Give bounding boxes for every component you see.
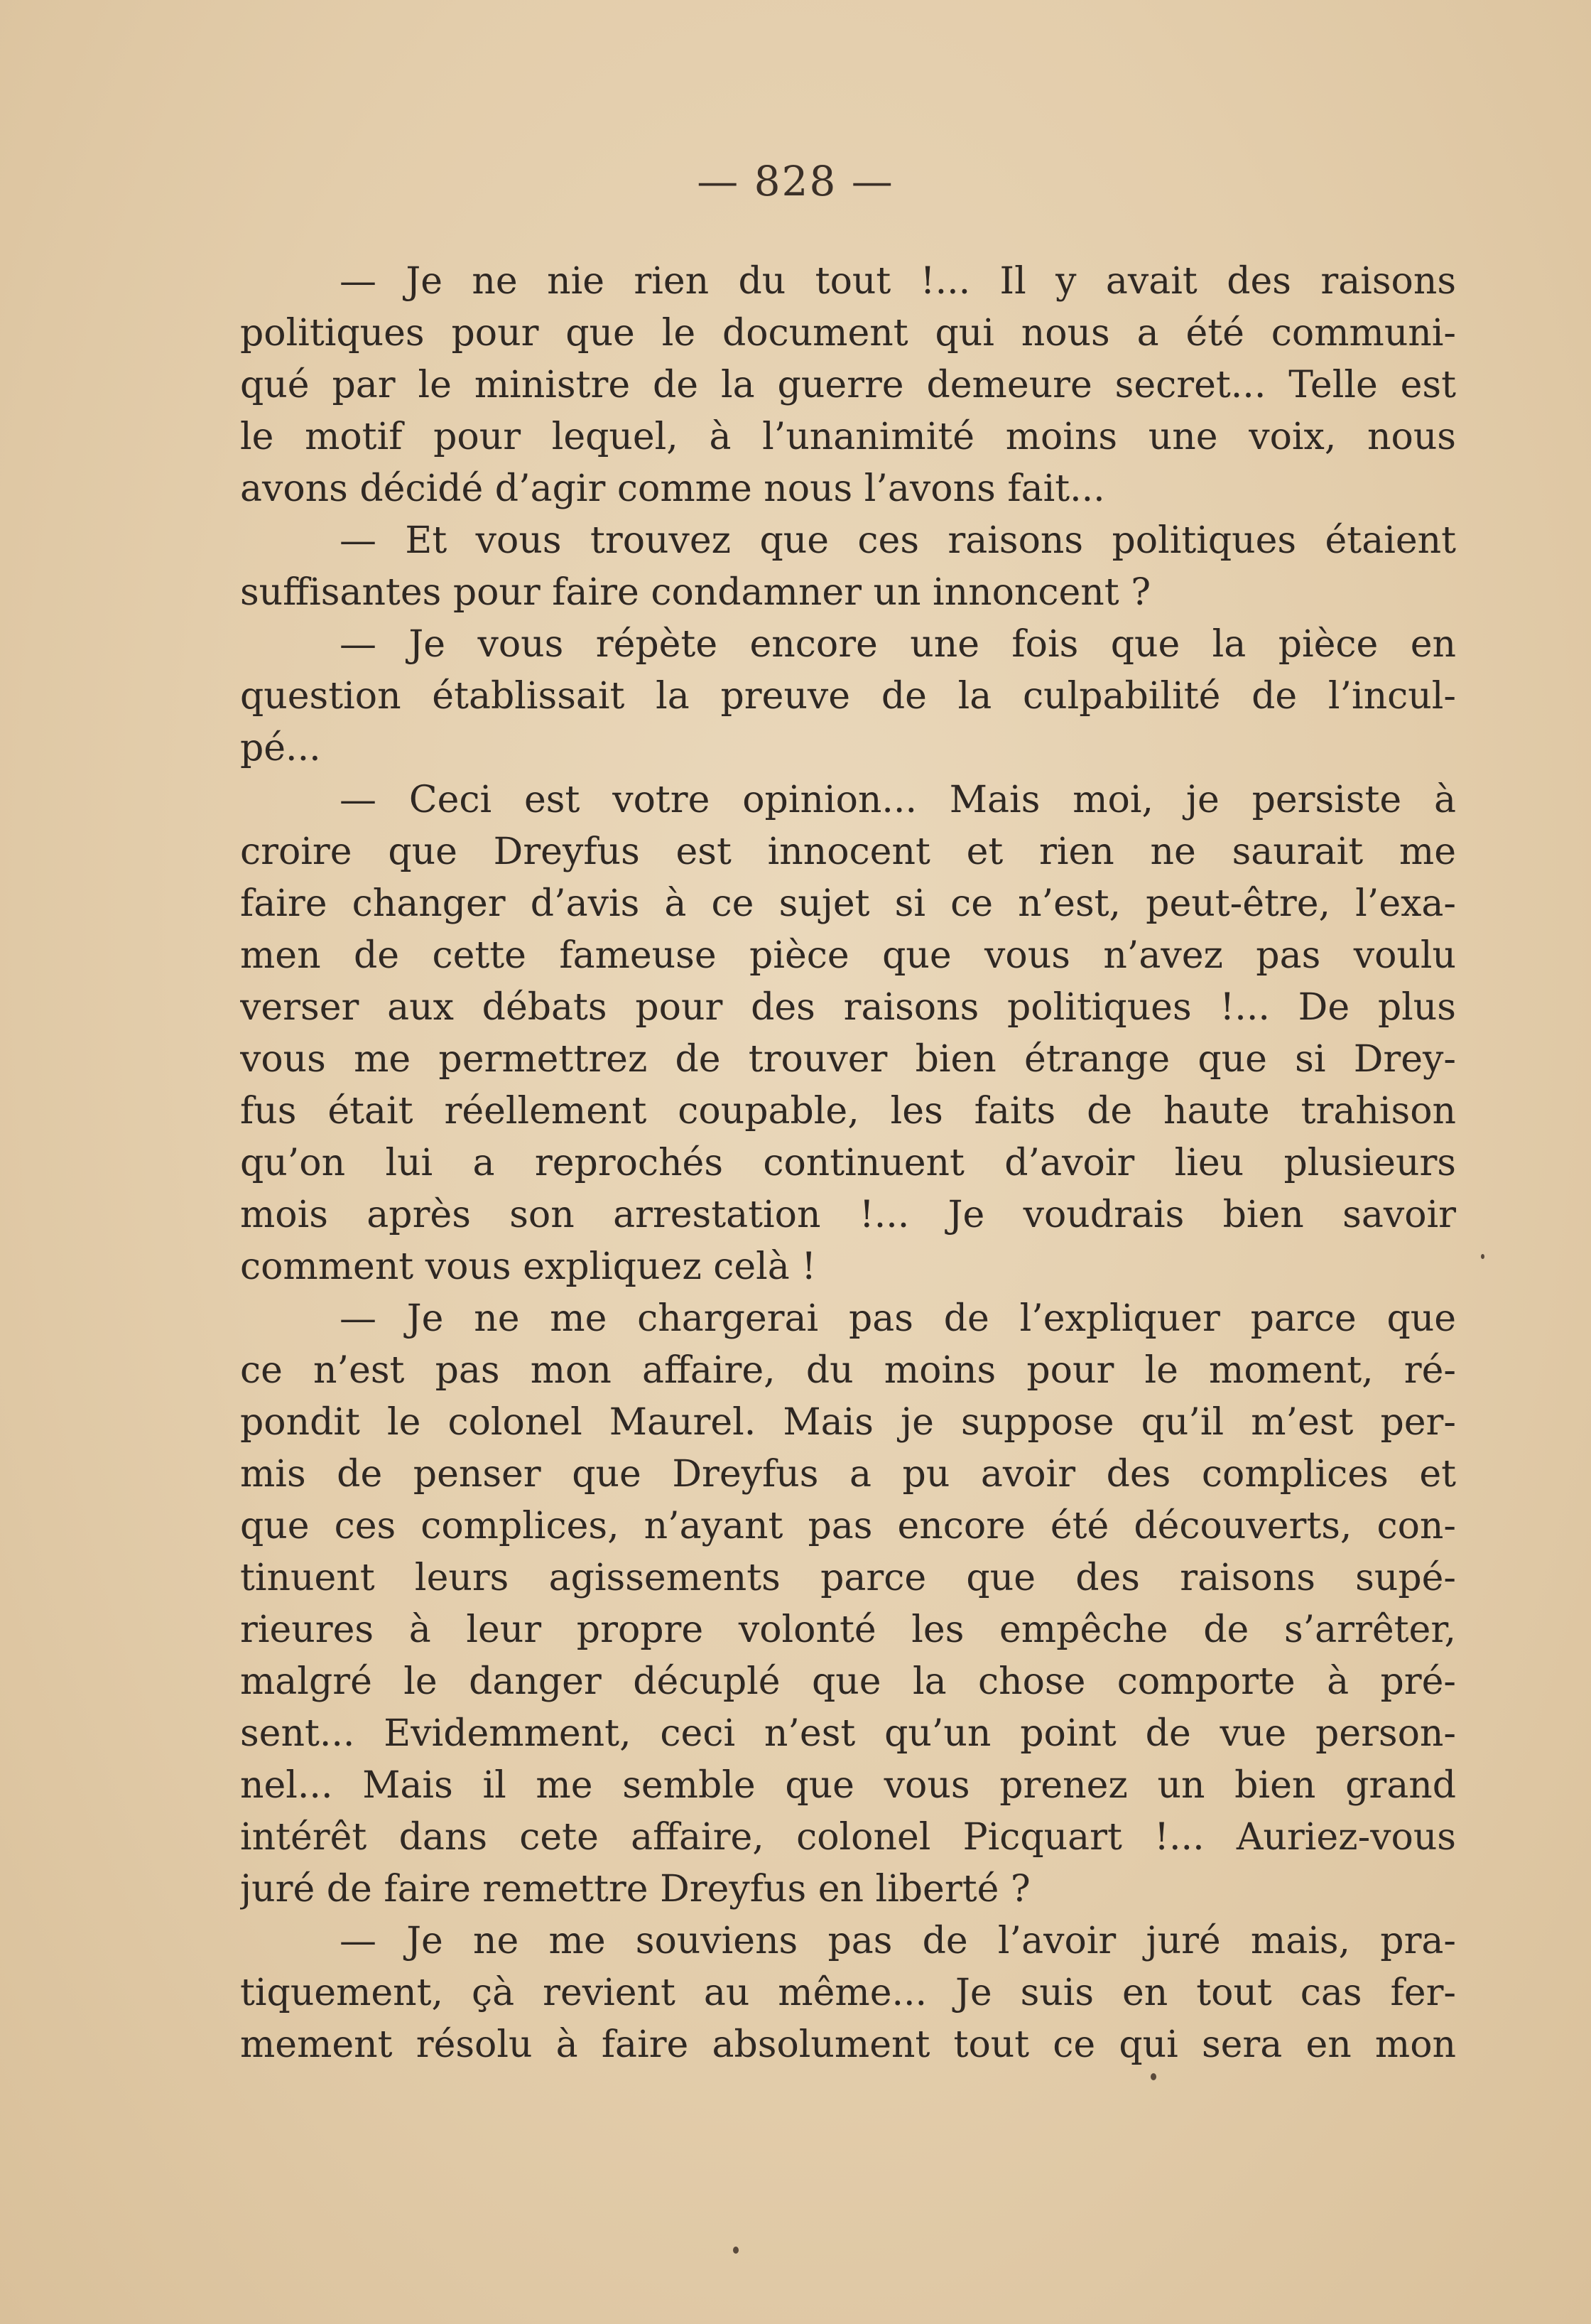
text-line: tinuent leurs agissements parce que des raisons supé-	[240, 1557, 1456, 1599]
text-line: malgré le danger décuplé que la chose comporte à pré-	[240, 1660, 1456, 1703]
text-line: tiquement, çà revient au même... Je suis en tout cas fer-	[240, 1972, 1456, 2014]
text-line: juré de faire remettre Dreyfus en liberté ?	[240, 1868, 1031, 1910]
body-text	[240, 256, 1456, 2071]
text-line: sent... Evidemment, ceci n’est qu’un point de vue person-	[240, 1712, 1456, 1755]
text-line: qu’on lui a reprochés continuent d’avoir lieu plusieurs	[240, 1142, 1456, 1184]
paper-speck	[1481, 1254, 1484, 1259]
text-line: avons décidé d’agir comme nous l’avons fait...	[240, 467, 1105, 510]
text-line: politiques pour que le document qui nous a été communi-	[240, 312, 1456, 355]
text-line: men de cette fameuse pièce que vous n’avez pas voulu	[240, 934, 1456, 977]
text-line: rieures à leur propre volonté les empêche de s’arrêter,	[240, 1609, 1456, 1651]
text-line: — Je vous répète encore une fois que la pièce en	[340, 623, 1456, 666]
text-line: croire que Dreyfus est innocent et rien ne saurait me	[240, 831, 1456, 873]
text-line: — Je ne me chargerai pas de l’expliquer parce que	[340, 1297, 1456, 1340]
text-line: — Ceci est votre opinion... Mais moi, je persiste à	[340, 779, 1456, 821]
text-line: — Je ne me souviens pas de l’avoir juré mais, pra-	[340, 1920, 1456, 1962]
text-line: nel... Mais il me semble que vous prenez un bien grand	[240, 1764, 1456, 1807]
text-line: que ces complices, n’ayant pas encore été découverts, con-	[240, 1505, 1456, 1547]
text-line: qué par le ministre de la guerre demeure secret... Telle est	[240, 364, 1456, 406]
text-line: ce n’est pas mon affaire, du moins pour le moment, ré-	[240, 1349, 1456, 1392]
text-line: — Et vous trouvez que ces raisons politiques étaient	[340, 519, 1456, 562]
paper-speck	[1151, 2073, 1156, 2080]
text-line: pé...	[240, 727, 321, 769]
text-line: question établissait la preuve de la culpabilité de l’incul-	[240, 675, 1456, 718]
text-line: mis de penser que Dreyfus a pu avoir des complices et	[240, 1453, 1456, 1496]
text-line: — Je ne nie rien du tout !... Il y avait des raisons	[340, 260, 1456, 303]
text-line: verser aux débats pour des raisons politiques !... De plus	[240, 986, 1456, 1029]
text-line: mement résolu à faire absolument tout ce qui sera en mon	[240, 2023, 1456, 2066]
text-line: faire changer d’avis à ce sujet si ce n’est, peut-être, l’exa-	[240, 882, 1456, 925]
text-line: le motif pour lequel, à l’unanimité moins une voix, nous	[240, 416, 1456, 458]
text-line: fus était réellement coupable, les faits de haute trahison	[240, 1090, 1456, 1133]
text-line: suffisantes pour faire condamner un innoncent ?	[240, 571, 1151, 614]
page-number: — 828 —	[697, 157, 894, 205]
text-line: mois après son arrestation !... Je voudrais bien savoir	[240, 1194, 1456, 1236]
text-line: vous me permettrez de trouver bien étrange que si Drey-	[240, 1038, 1456, 1081]
text-line: comment vous expliquez celà !	[240, 1245, 817, 1288]
text-line: intérêt dans cete affaire, colonel Picquart !... Auriez-vous	[240, 1816, 1456, 1859]
text-line: pondit le colonel Maurel. Mais je suppose qu’il m’est per-	[240, 1401, 1456, 1444]
paper-speck	[733, 2247, 739, 2254]
